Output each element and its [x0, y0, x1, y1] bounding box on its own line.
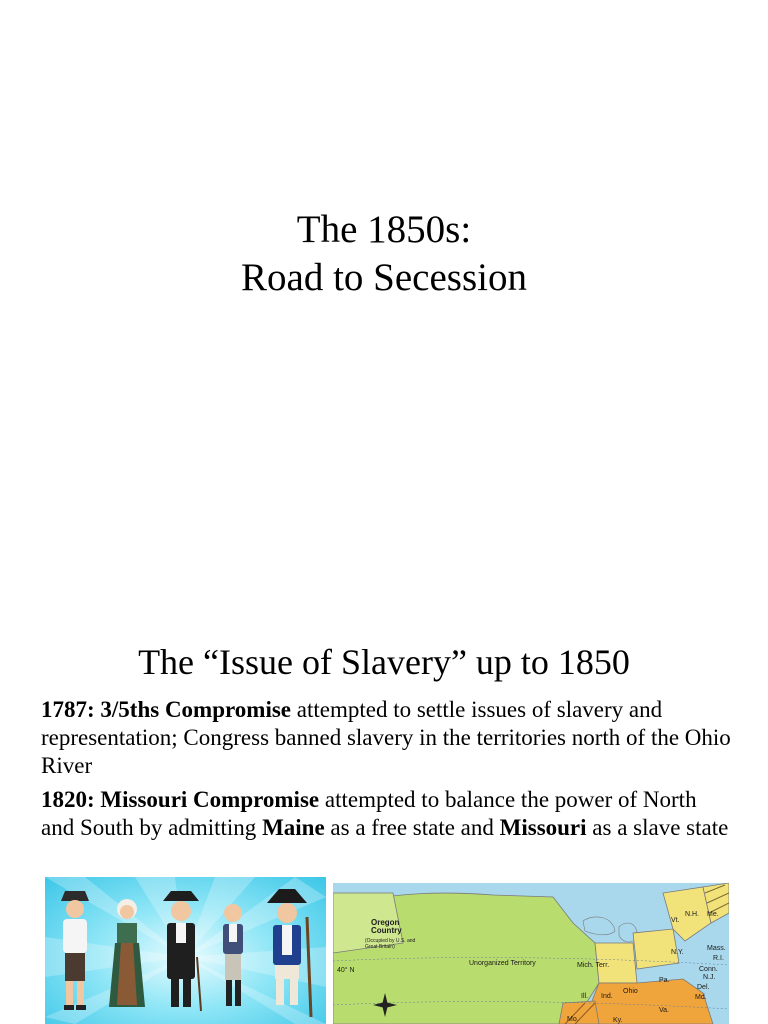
slide-2-heading: The “Issue of Slavery” up to 1850: [138, 642, 630, 682]
map-label-del: Del.: [697, 984, 710, 991]
figure-gentleman: [163, 891, 201, 1011]
map-label-vt: Vt.: [671, 917, 680, 924]
colonial-people-icon: [45, 877, 326, 1024]
map-label-md: Md.: [695, 994, 707, 1001]
map-label-oregon-note: (Occupied by U.S. and Great Britain): [365, 938, 416, 950]
figure-man-blue: [223, 904, 243, 1006]
map-label-ill: Ill.: [581, 993, 588, 1000]
map-label-unorganized: Unorganized Territory: [469, 960, 536, 967]
map-label-ny: N.Y.: [671, 949, 684, 956]
title-line-1: The 1850s:: [296, 208, 472, 251]
bullet-1820-text-e: as a slave state: [586, 815, 729, 840]
map-label-mass: Mass.: [707, 945, 726, 952]
bullet-1787: [41, 696, 731, 780]
map-label-me: Me.: [707, 911, 719, 918]
map-label-pa: Pa.: [659, 977, 670, 984]
map-label-mich: Mich. Terr.: [577, 962, 610, 969]
map-label-nh: N.H.: [685, 911, 699, 918]
map-label-nj: N.J.: [703, 974, 716, 981]
southern-slave-states: [583, 979, 713, 1024]
bullet-list: [41, 696, 731, 848]
colonial-figures-illustration: [45, 877, 326, 1024]
map-label-ky: Ky.: [613, 1017, 623, 1024]
map-label-oregon: Oregon Country: [371, 918, 402, 935]
map-label-conn: Conn.: [699, 966, 718, 973]
map-label-mo: Mo.: [567, 1016, 579, 1023]
figure-woman: [109, 899, 145, 1007]
map-label-va: Va.: [659, 1007, 669, 1014]
map-label-ohio: Ohio: [623, 988, 638, 995]
map-label-ri: R.I.: [713, 955, 724, 962]
figure-worker: [61, 891, 89, 1010]
map-label-ind: Ind.: [601, 993, 613, 1000]
bullet-1820-maine: Maine: [262, 815, 325, 840]
title-line-2: Road to Secession: [241, 256, 527, 299]
figure-soldier: [267, 889, 311, 1017]
bullet-1820-text-c: as a free state and: [324, 815, 500, 840]
bullet-1820: [41, 786, 731, 842]
map-shapes: [333, 883, 729, 1024]
bullet-1820-missouri: Missouri: [499, 815, 587, 840]
bullet-1820-text-a: attempted to balance the power of North and South by admitting: [41, 787, 697, 840]
bullet-1787-text: attempted to settle issues of slavery and representation; Congress banned slavery in the territories north of the Ohio River: [41, 697, 731, 778]
missouri-compromise-map: [333, 883, 729, 1024]
map-label-latitude: 40° N: [337, 967, 355, 974]
bullet-1820-bold: 1820: Missouri Compromise: [41, 787, 320, 812]
bullet-1787-bold: 1787: 3/5ths Compromise: [41, 697, 292, 722]
title-slide-heading: [0, 206, 768, 302]
